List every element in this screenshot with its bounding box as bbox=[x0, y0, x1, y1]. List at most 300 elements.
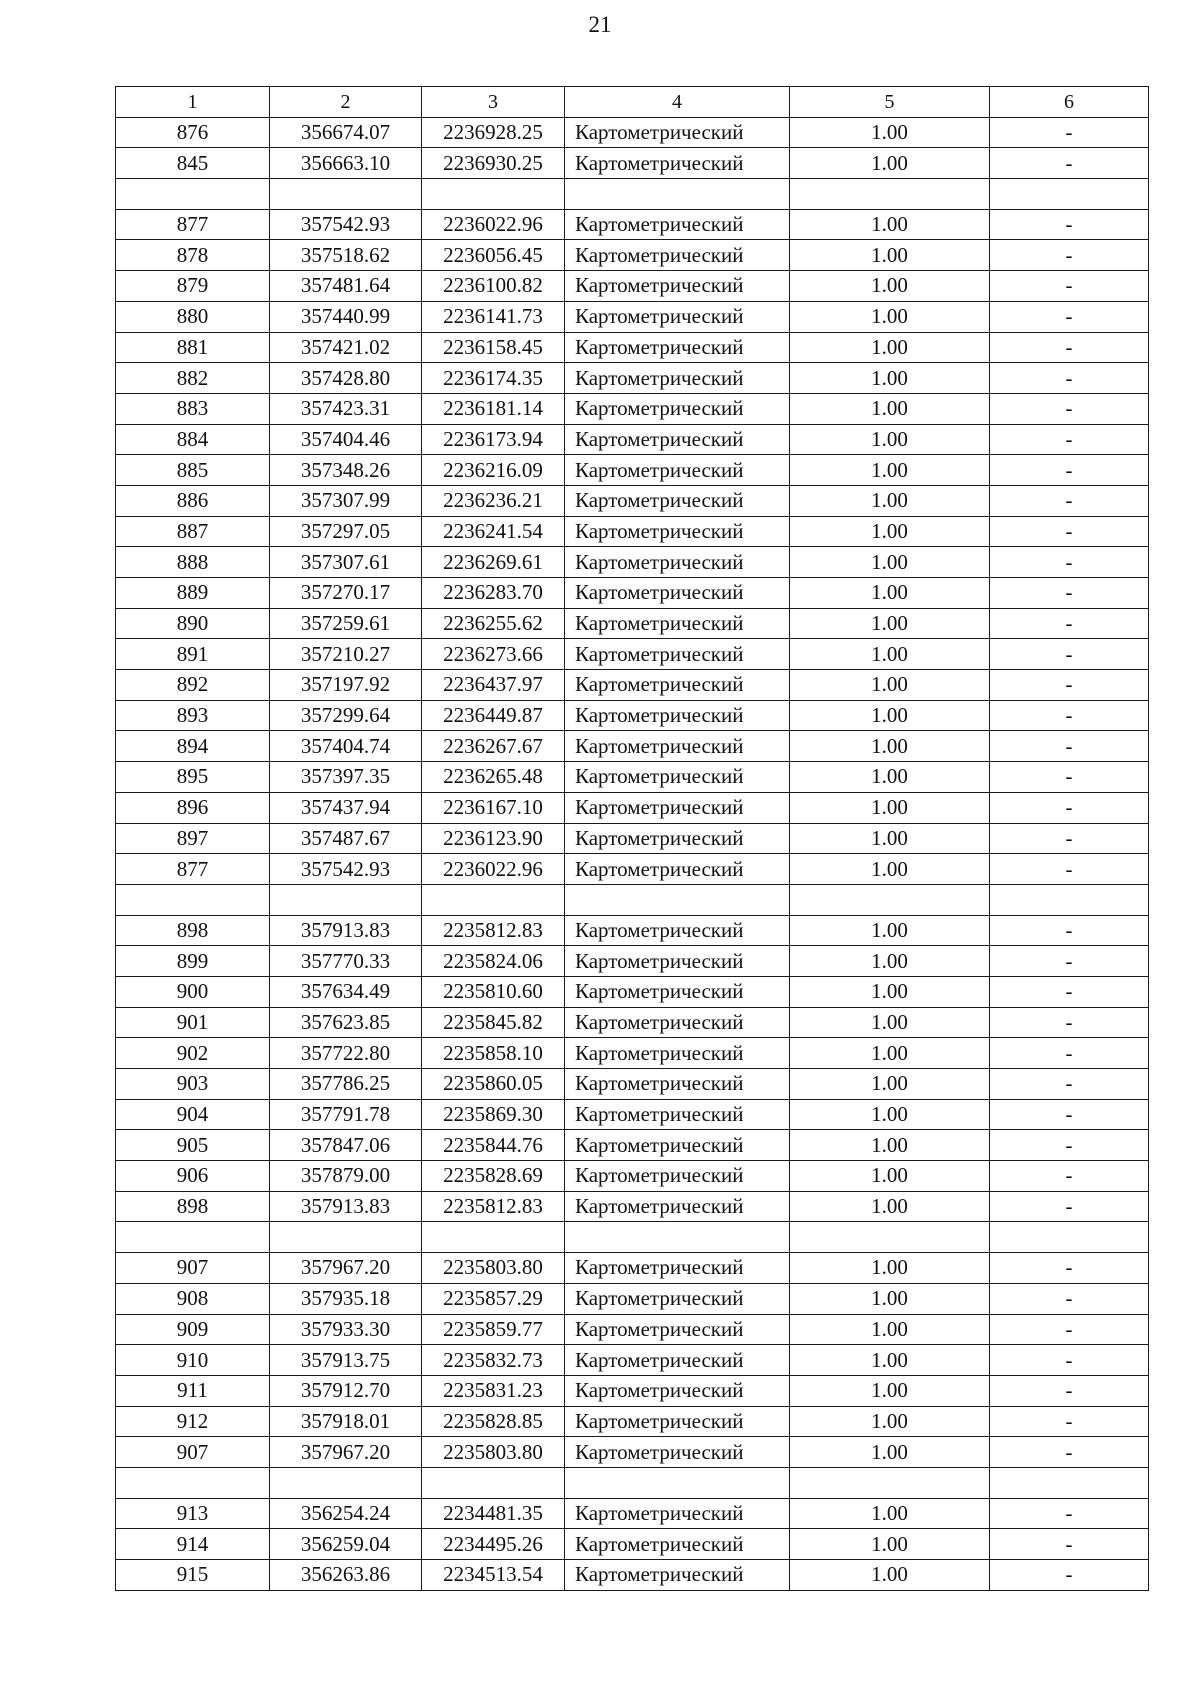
note-cell: - bbox=[990, 547, 1149, 578]
table-row bbox=[116, 1069, 1149, 1100]
y-coordinate-cell: 2236241.54 bbox=[422, 516, 565, 547]
table-row bbox=[116, 1314, 1149, 1345]
table-row bbox=[116, 455, 1149, 486]
point-number-cell: 887 bbox=[116, 516, 270, 547]
point-number-cell: 880 bbox=[116, 301, 270, 332]
x-coordinate-cell: 357933.30 bbox=[270, 1314, 422, 1345]
point-number-cell: 909 bbox=[116, 1314, 270, 1345]
note-cell: - bbox=[990, 424, 1149, 455]
point-number-cell: 884 bbox=[116, 424, 270, 455]
x-coordinate-cell: 357428.80 bbox=[270, 363, 422, 394]
contour-separator-row bbox=[116, 884, 1149, 915]
y-coordinate-cell: 2236181.14 bbox=[422, 393, 565, 424]
y-coordinate-cell: 2235859.77 bbox=[422, 1314, 565, 1345]
point-number-cell: 898 bbox=[116, 1191, 270, 1222]
table-row bbox=[116, 1253, 1149, 1284]
note-cell: - bbox=[990, 670, 1149, 701]
point-number-cell: 905 bbox=[116, 1130, 270, 1161]
accuracy-cell: 1.00 bbox=[790, 455, 990, 486]
y-coordinate-cell: 2236236.21 bbox=[422, 485, 565, 516]
y-coordinate-cell: 2235831.23 bbox=[422, 1375, 565, 1406]
accuracy-cell: 1.00 bbox=[790, 976, 990, 1007]
point-number-cell: 879 bbox=[116, 271, 270, 302]
note-cell: - bbox=[990, 578, 1149, 609]
accuracy-cell: 1.00 bbox=[790, 1345, 990, 1376]
accuracy-cell: 1.00 bbox=[790, 1007, 990, 1038]
method-cell: Картометрический bbox=[565, 455, 790, 486]
table-row bbox=[116, 1345, 1149, 1376]
accuracy-cell: 1.00 bbox=[790, 731, 990, 762]
note-cell: - bbox=[990, 1007, 1149, 1038]
table-row bbox=[116, 393, 1149, 424]
x-coordinate-cell: 357197.92 bbox=[270, 670, 422, 701]
note-cell: - bbox=[990, 700, 1149, 731]
table-row bbox=[116, 1007, 1149, 1038]
x-coordinate-cell: 357307.61 bbox=[270, 547, 422, 578]
accuracy-cell: 1.00 bbox=[790, 1498, 990, 1529]
y-coordinate-cell: 2236141.73 bbox=[422, 301, 565, 332]
point-number-cell: 876 bbox=[116, 117, 270, 148]
y-coordinate-cell: 2236930.25 bbox=[422, 148, 565, 179]
y-coordinate-cell: 2235810.60 bbox=[422, 976, 565, 1007]
note-cell: - bbox=[990, 485, 1149, 516]
accuracy-cell: 1.00 bbox=[790, 485, 990, 516]
y-coordinate-cell: 2235844.76 bbox=[422, 1130, 565, 1161]
point-number-cell: 881 bbox=[116, 332, 270, 363]
x-coordinate-cell: 357270.17 bbox=[270, 578, 422, 609]
note-cell: - bbox=[990, 823, 1149, 854]
table-row bbox=[116, 1529, 1149, 1560]
y-coordinate-cell bbox=[422, 1467, 565, 1498]
table-row bbox=[116, 670, 1149, 701]
note-cell: - bbox=[990, 363, 1149, 394]
method-cell: Картометрический bbox=[565, 485, 790, 516]
x-coordinate-cell: 357297.05 bbox=[270, 516, 422, 547]
method-cell bbox=[565, 884, 790, 915]
method-cell: Картометрический bbox=[565, 578, 790, 609]
y-coordinate-cell: 2235857.29 bbox=[422, 1283, 565, 1314]
y-coordinate-cell: 2236158.45 bbox=[422, 332, 565, 363]
method-cell: Картометрический bbox=[565, 547, 790, 578]
accuracy-cell: 1.00 bbox=[790, 1283, 990, 1314]
point-number-cell: 899 bbox=[116, 946, 270, 977]
table-row bbox=[116, 240, 1149, 271]
method-cell: Картометрический bbox=[565, 209, 790, 240]
table-row bbox=[116, 424, 1149, 455]
y-coordinate-cell: 2235812.83 bbox=[422, 915, 565, 946]
x-coordinate-cell: 356259.04 bbox=[270, 1529, 422, 1560]
method-cell: Картометрический bbox=[565, 332, 790, 363]
x-coordinate-cell: 357542.93 bbox=[270, 209, 422, 240]
x-coordinate-cell: 357437.94 bbox=[270, 792, 422, 823]
method-cell: Картометрический bbox=[565, 1130, 790, 1161]
point-number-cell: 910 bbox=[116, 1345, 270, 1376]
method-cell: Картометрический bbox=[565, 854, 790, 885]
x-coordinate-cell: 356254.24 bbox=[270, 1498, 422, 1529]
point-number-cell: 897 bbox=[116, 823, 270, 854]
point-number-cell bbox=[116, 884, 270, 915]
column-header: 5 bbox=[790, 87, 990, 118]
table-row bbox=[116, 700, 1149, 731]
point-number-cell: 908 bbox=[116, 1283, 270, 1314]
method-cell: Картометрический bbox=[565, 516, 790, 547]
table-row bbox=[116, 1130, 1149, 1161]
method-cell: Картометрический bbox=[565, 1498, 790, 1529]
table-row bbox=[116, 547, 1149, 578]
note-cell: - bbox=[990, 731, 1149, 762]
method-cell: Картометрический bbox=[565, 1529, 790, 1560]
method-cell: Картометрический bbox=[565, 1406, 790, 1437]
accuracy-cell: 1.00 bbox=[790, 516, 990, 547]
accuracy-cell: 1.00 bbox=[790, 393, 990, 424]
column-header: 6 bbox=[990, 87, 1149, 118]
x-coordinate-cell: 357912.70 bbox=[270, 1375, 422, 1406]
accuracy-cell bbox=[790, 1467, 990, 1498]
method-cell: Картометрический bbox=[565, 1191, 790, 1222]
method-cell: Картометрический bbox=[565, 117, 790, 148]
x-coordinate-cell: 357935.18 bbox=[270, 1283, 422, 1314]
table-row bbox=[116, 639, 1149, 670]
table-row bbox=[116, 608, 1149, 639]
point-number-cell: 878 bbox=[116, 240, 270, 271]
accuracy-cell: 1.00 bbox=[790, 578, 990, 609]
table-row bbox=[116, 1038, 1149, 1069]
x-coordinate-cell: 357404.74 bbox=[270, 731, 422, 762]
x-coordinate-cell: 357259.61 bbox=[270, 608, 422, 639]
accuracy-cell: 1.00 bbox=[790, 639, 990, 670]
y-coordinate-cell: 2235845.82 bbox=[422, 1007, 565, 1038]
note-cell: - bbox=[990, 1406, 1149, 1437]
note-cell: - bbox=[990, 854, 1149, 885]
note-cell: - bbox=[990, 1345, 1149, 1376]
table-row bbox=[116, 1375, 1149, 1406]
method-cell: Картометрический bbox=[565, 1253, 790, 1284]
x-coordinate-cell: 357623.85 bbox=[270, 1007, 422, 1038]
y-coordinate-cell: 2236216.09 bbox=[422, 455, 565, 486]
contour-separator-row bbox=[116, 1222, 1149, 1253]
x-coordinate-cell: 357791.78 bbox=[270, 1099, 422, 1130]
accuracy-cell: 1.00 bbox=[790, 1406, 990, 1437]
y-coordinate-cell: 2235812.83 bbox=[422, 1191, 565, 1222]
y-coordinate-cell: 2236174.35 bbox=[422, 363, 565, 394]
table-header-row bbox=[116, 87, 1149, 118]
method-cell: Картометрический bbox=[565, 424, 790, 455]
note-cell: - bbox=[990, 393, 1149, 424]
x-coordinate-cell bbox=[270, 1467, 422, 1498]
y-coordinate-cell: 2236123.90 bbox=[422, 823, 565, 854]
column-header: 2 bbox=[270, 87, 422, 118]
y-coordinate-cell: 2235828.69 bbox=[422, 1161, 565, 1192]
y-coordinate-cell: 2236267.67 bbox=[422, 731, 565, 762]
x-coordinate-cell: 357397.35 bbox=[270, 762, 422, 793]
point-number-cell: 898 bbox=[116, 915, 270, 946]
accuracy-cell: 1.00 bbox=[790, 547, 990, 578]
accuracy-cell: 1.00 bbox=[790, 854, 990, 885]
point-number-cell: 893 bbox=[116, 700, 270, 731]
note-cell bbox=[990, 1222, 1149, 1253]
x-coordinate-cell: 357913.83 bbox=[270, 915, 422, 946]
point-number-cell: 901 bbox=[116, 1007, 270, 1038]
note-cell: - bbox=[990, 1437, 1149, 1468]
point-number-cell: 889 bbox=[116, 578, 270, 609]
table-row bbox=[116, 578, 1149, 609]
method-cell: Картометрический bbox=[565, 608, 790, 639]
x-coordinate-cell: 357307.99 bbox=[270, 485, 422, 516]
page-number: 21 bbox=[588, 12, 612, 37]
accuracy-cell: 1.00 bbox=[790, 670, 990, 701]
accuracy-cell: 1.00 bbox=[790, 332, 990, 363]
accuracy-cell: 1.00 bbox=[790, 1253, 990, 1284]
note-cell: - bbox=[990, 1161, 1149, 1192]
point-number-cell: 891 bbox=[116, 639, 270, 670]
method-cell bbox=[565, 1222, 790, 1253]
accuracy-cell: 1.00 bbox=[790, 1161, 990, 1192]
table-row bbox=[116, 117, 1149, 148]
y-coordinate-cell: 2235828.85 bbox=[422, 1406, 565, 1437]
x-coordinate-cell: 357299.64 bbox=[270, 700, 422, 731]
accuracy-cell: 1.00 bbox=[790, 823, 990, 854]
note-cell: - bbox=[990, 792, 1149, 823]
x-coordinate-cell: 357967.20 bbox=[270, 1253, 422, 1284]
point-number-cell: 888 bbox=[116, 547, 270, 578]
accuracy-cell: 1.00 bbox=[790, 117, 990, 148]
accuracy-cell: 1.00 bbox=[790, 915, 990, 946]
table-row bbox=[116, 363, 1149, 394]
x-coordinate-cell: 357423.31 bbox=[270, 393, 422, 424]
accuracy-cell: 1.00 bbox=[790, 1437, 990, 1468]
point-number-cell: 885 bbox=[116, 455, 270, 486]
y-coordinate-cell: 2236273.66 bbox=[422, 639, 565, 670]
method-cell: Картометрический bbox=[565, 700, 790, 731]
method-cell: Картометрический bbox=[565, 363, 790, 394]
method-cell: Картометрический bbox=[565, 240, 790, 271]
point-number-cell: 896 bbox=[116, 792, 270, 823]
y-coordinate-cell: 2235824.06 bbox=[422, 946, 565, 977]
point-number-cell bbox=[116, 1222, 270, 1253]
method-cell: Картометрический bbox=[565, 1560, 790, 1591]
note-cell: - bbox=[990, 1069, 1149, 1100]
point-number-cell: 902 bbox=[116, 1038, 270, 1069]
accuracy-cell: 1.00 bbox=[790, 1069, 990, 1100]
table-row bbox=[116, 148, 1149, 179]
note-cell: - bbox=[990, 240, 1149, 271]
table-row bbox=[116, 1498, 1149, 1529]
x-coordinate-cell bbox=[270, 1222, 422, 1253]
note-cell: - bbox=[990, 148, 1149, 179]
y-coordinate-cell: 2235860.05 bbox=[422, 1069, 565, 1100]
x-coordinate-cell: 357913.83 bbox=[270, 1191, 422, 1222]
point-number-cell: 906 bbox=[116, 1161, 270, 1192]
x-coordinate-cell: 357786.25 bbox=[270, 1069, 422, 1100]
point-number-cell: 845 bbox=[116, 148, 270, 179]
y-coordinate-cell: 2235869.30 bbox=[422, 1099, 565, 1130]
note-cell: - bbox=[990, 639, 1149, 670]
point-number-cell: 907 bbox=[116, 1253, 270, 1284]
table-row bbox=[116, 1099, 1149, 1130]
x-coordinate-cell: 357404.46 bbox=[270, 424, 422, 455]
point-number-cell: 913 bbox=[116, 1498, 270, 1529]
table-row bbox=[116, 946, 1149, 977]
x-coordinate-cell: 357913.75 bbox=[270, 1345, 422, 1376]
note-cell: - bbox=[990, 946, 1149, 977]
y-coordinate-cell: 2236265.48 bbox=[422, 762, 565, 793]
table-row bbox=[116, 1406, 1149, 1437]
point-number-cell: 912 bbox=[116, 1406, 270, 1437]
method-cell: Картометрический bbox=[565, 1345, 790, 1376]
coordinates-table bbox=[115, 86, 1149, 1591]
accuracy-cell: 1.00 bbox=[790, 608, 990, 639]
table-row bbox=[116, 976, 1149, 1007]
y-coordinate-cell: 2235858.10 bbox=[422, 1038, 565, 1069]
table-row bbox=[116, 1191, 1149, 1222]
y-coordinate-cell: 2236255.62 bbox=[422, 608, 565, 639]
note-cell: - bbox=[990, 1191, 1149, 1222]
method-cell: Картометрический bbox=[565, 301, 790, 332]
table-row bbox=[116, 823, 1149, 854]
x-coordinate-cell: 356263.86 bbox=[270, 1560, 422, 1591]
note-cell: - bbox=[990, 1130, 1149, 1161]
note-cell bbox=[990, 179, 1149, 210]
note-cell bbox=[990, 884, 1149, 915]
y-coordinate-cell: 2236100.82 bbox=[422, 271, 565, 302]
accuracy-cell: 1.00 bbox=[790, 762, 990, 793]
point-number-cell: 886 bbox=[116, 485, 270, 516]
point-number-cell: 882 bbox=[116, 363, 270, 394]
note-cell: - bbox=[990, 608, 1149, 639]
accuracy-cell bbox=[790, 179, 990, 210]
accuracy-cell: 1.00 bbox=[790, 792, 990, 823]
note-cell: - bbox=[990, 976, 1149, 1007]
method-cell: Картометрический bbox=[565, 639, 790, 670]
table-row bbox=[116, 301, 1149, 332]
accuracy-cell: 1.00 bbox=[790, 700, 990, 731]
accuracy-cell: 1.00 bbox=[790, 1099, 990, 1130]
x-coordinate-cell: 357481.64 bbox=[270, 271, 422, 302]
method-cell: Картометрический bbox=[565, 148, 790, 179]
y-coordinate-cell: 2235832.73 bbox=[422, 1345, 565, 1376]
note-cell: - bbox=[990, 1529, 1149, 1560]
y-coordinate-cell: 2236437.97 bbox=[422, 670, 565, 701]
point-number-cell bbox=[116, 1467, 270, 1498]
y-coordinate-cell: 2235803.80 bbox=[422, 1437, 565, 1468]
note-cell bbox=[990, 1467, 1149, 1498]
y-coordinate-cell: 2234513.54 bbox=[422, 1560, 565, 1591]
method-cell: Картометрический bbox=[565, 1283, 790, 1314]
table-row bbox=[116, 1283, 1149, 1314]
accuracy-cell: 1.00 bbox=[790, 1191, 990, 1222]
contour-separator-row bbox=[116, 179, 1149, 210]
note-cell: - bbox=[990, 1375, 1149, 1406]
point-number-cell: 894 bbox=[116, 731, 270, 762]
method-cell: Картометрический bbox=[565, 1437, 790, 1468]
accuracy-cell: 1.00 bbox=[790, 301, 990, 332]
x-coordinate-cell: 357879.00 bbox=[270, 1161, 422, 1192]
x-coordinate-cell: 357210.27 bbox=[270, 639, 422, 670]
y-coordinate-cell: 2236022.96 bbox=[422, 209, 565, 240]
note-cell: - bbox=[990, 1498, 1149, 1529]
point-number-cell: 877 bbox=[116, 854, 270, 885]
accuracy-cell: 1.00 bbox=[790, 1314, 990, 1345]
method-cell: Картометрический bbox=[565, 1314, 790, 1345]
point-number-cell: 914 bbox=[116, 1529, 270, 1560]
x-coordinate-cell: 357634.49 bbox=[270, 976, 422, 1007]
table-row bbox=[116, 762, 1149, 793]
y-coordinate-cell: 2236449.87 bbox=[422, 700, 565, 731]
point-number-cell: 911 bbox=[116, 1375, 270, 1406]
table-row bbox=[116, 854, 1149, 885]
note-cell: - bbox=[990, 117, 1149, 148]
method-cell: Картометрический bbox=[565, 271, 790, 302]
table-row bbox=[116, 271, 1149, 302]
accuracy-cell: 1.00 bbox=[790, 1038, 990, 1069]
accuracy-cell bbox=[790, 884, 990, 915]
x-coordinate-cell: 357487.67 bbox=[270, 823, 422, 854]
x-coordinate-cell: 357440.99 bbox=[270, 301, 422, 332]
accuracy-cell: 1.00 bbox=[790, 148, 990, 179]
y-coordinate-cell: 2234495.26 bbox=[422, 1529, 565, 1560]
y-coordinate-cell: 2235803.80 bbox=[422, 1253, 565, 1284]
y-coordinate-cell: 2236022.96 bbox=[422, 854, 565, 885]
accuracy-cell: 1.00 bbox=[790, 1130, 990, 1161]
note-cell: - bbox=[990, 1314, 1149, 1345]
y-coordinate-cell: 2236928.25 bbox=[422, 117, 565, 148]
note-cell: - bbox=[990, 762, 1149, 793]
point-number-cell: 903 bbox=[116, 1069, 270, 1100]
method-cell: Картометрический bbox=[565, 1007, 790, 1038]
note-cell: - bbox=[990, 209, 1149, 240]
x-coordinate-cell: 356663.10 bbox=[270, 148, 422, 179]
x-coordinate-cell: 357542.93 bbox=[270, 854, 422, 885]
x-coordinate-cell: 357421.02 bbox=[270, 332, 422, 363]
x-coordinate-cell: 357348.26 bbox=[270, 455, 422, 486]
table-row bbox=[116, 1560, 1149, 1591]
y-coordinate-cell: 2236173.94 bbox=[422, 424, 565, 455]
point-number-cell bbox=[116, 179, 270, 210]
table-body bbox=[116, 87, 1149, 1591]
table-row bbox=[116, 731, 1149, 762]
point-number-cell: 904 bbox=[116, 1099, 270, 1130]
method-cell: Картометрический bbox=[565, 1069, 790, 1100]
y-coordinate-cell bbox=[422, 1222, 565, 1253]
accuracy-cell: 1.00 bbox=[790, 271, 990, 302]
point-number-cell: 907 bbox=[116, 1437, 270, 1468]
point-number-cell: 900 bbox=[116, 976, 270, 1007]
note-cell: - bbox=[990, 332, 1149, 363]
table-row bbox=[116, 1161, 1149, 1192]
x-coordinate-cell: 357770.33 bbox=[270, 946, 422, 977]
table-row bbox=[116, 792, 1149, 823]
method-cell: Картометрический bbox=[565, 731, 790, 762]
table-row bbox=[116, 485, 1149, 516]
method-cell: Картометрический bbox=[565, 670, 790, 701]
x-coordinate-cell: 357918.01 bbox=[270, 1406, 422, 1437]
method-cell bbox=[565, 1467, 790, 1498]
table-row bbox=[116, 516, 1149, 547]
table-row bbox=[116, 915, 1149, 946]
accuracy-cell: 1.00 bbox=[790, 209, 990, 240]
column-header: 4 bbox=[565, 87, 790, 118]
accuracy-cell bbox=[790, 1222, 990, 1253]
method-cell: Картометрический bbox=[565, 976, 790, 1007]
y-coordinate-cell: 2236269.61 bbox=[422, 547, 565, 578]
method-cell: Картометрический bbox=[565, 1375, 790, 1406]
accuracy-cell: 1.00 bbox=[790, 1560, 990, 1591]
y-coordinate-cell bbox=[422, 884, 565, 915]
y-coordinate-cell: 2236056.45 bbox=[422, 240, 565, 271]
x-coordinate-cell: 357518.62 bbox=[270, 240, 422, 271]
note-cell: - bbox=[990, 516, 1149, 547]
table-row bbox=[116, 1437, 1149, 1468]
